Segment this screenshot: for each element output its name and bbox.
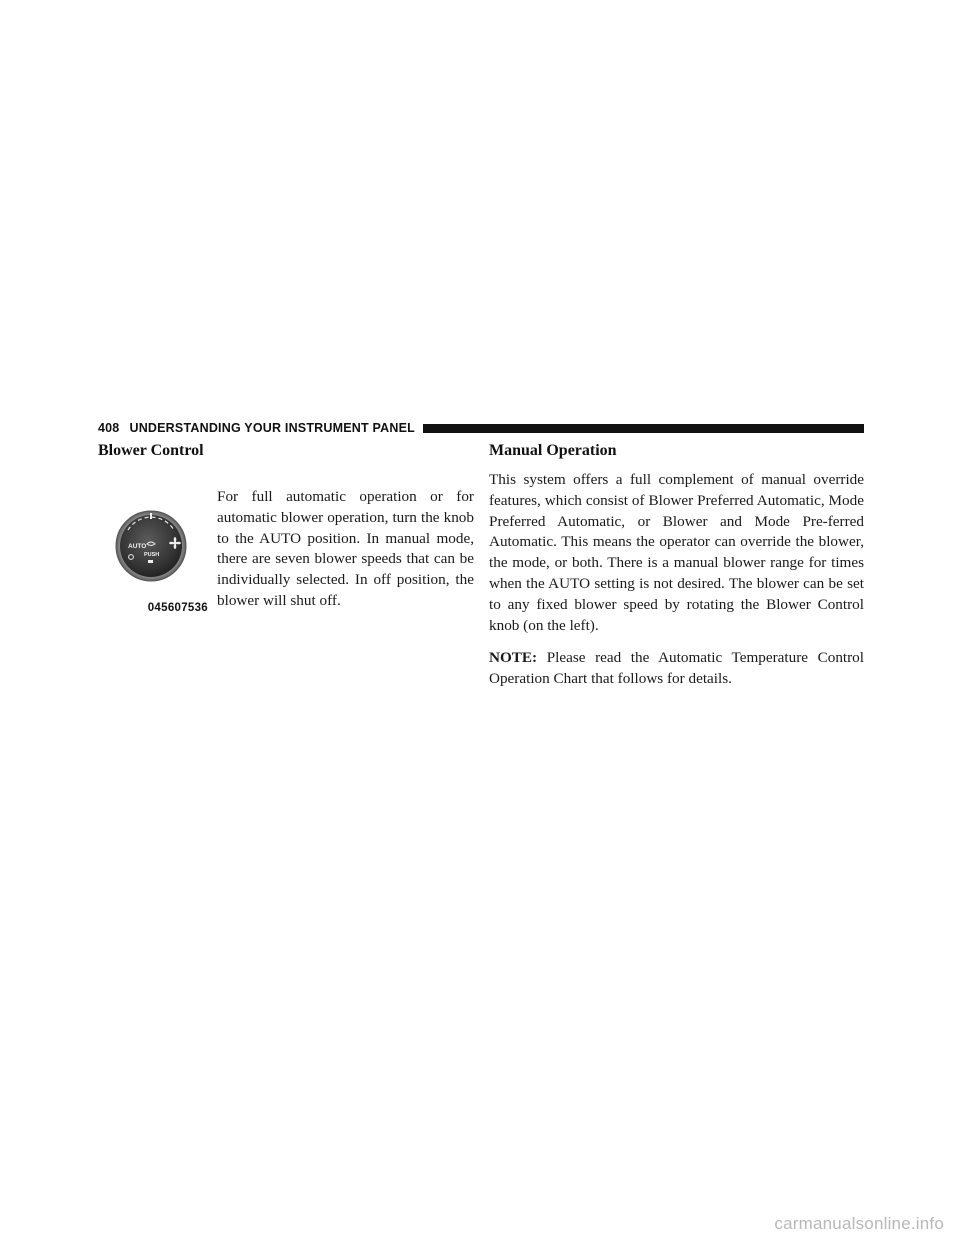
page-number: 408 bbox=[98, 421, 120, 435]
blower-control-paragraph: For full automatic operation or for automatic blower operation, turn the knob to the AUTO position. In manual mode, there are seven blower speeds that can be individually selected. In off position, the blower will shut off. bbox=[217, 488, 474, 609]
page-header bbox=[98, 420, 864, 436]
watermark: carmanualsonline.info bbox=[774, 1214, 944, 1233]
blower-knob-icon bbox=[98, 480, 210, 620]
blower-control-section bbox=[98, 440, 474, 632]
knob-auto-label: AUTO bbox=[128, 543, 147, 550]
manual-operation-paragraph: This system offers a full complement of manual override features, which consist of Blower Preferred Automatic, Mode Preferred Automatic, or Blower and Mode Pre-ferred Automatic. This means the operator can override the blower, the mode, or both. There is a manual blower range for times when the AUTO setting is not desired. The blower can be set to any fixed blower speed by rotating the Blower Control knob (on the left). bbox=[489, 471, 864, 634]
header-rule bbox=[423, 424, 864, 433]
manual-operation-section bbox=[489, 440, 864, 690]
manual-operation-heading: Manual Operation bbox=[489, 442, 617, 459]
note-label: NOTE: bbox=[489, 649, 538, 667]
figure-code: 045607536 bbox=[147, 602, 208, 614]
blower-control-heading: Blower Control bbox=[98, 442, 204, 459]
knob-push-label: PUSH bbox=[144, 552, 160, 558]
note-text: Please read the Automatic Temperature Control Operation Chart that follows for details. bbox=[489, 649, 864, 688]
section-title: UNDERSTANDING YOUR INSTRUMENT PANEL bbox=[129, 421, 415, 435]
blower-knob-figure bbox=[98, 480, 210, 620]
blower-control-body bbox=[98, 462, 474, 632]
note-paragraph bbox=[489, 648, 864, 690]
